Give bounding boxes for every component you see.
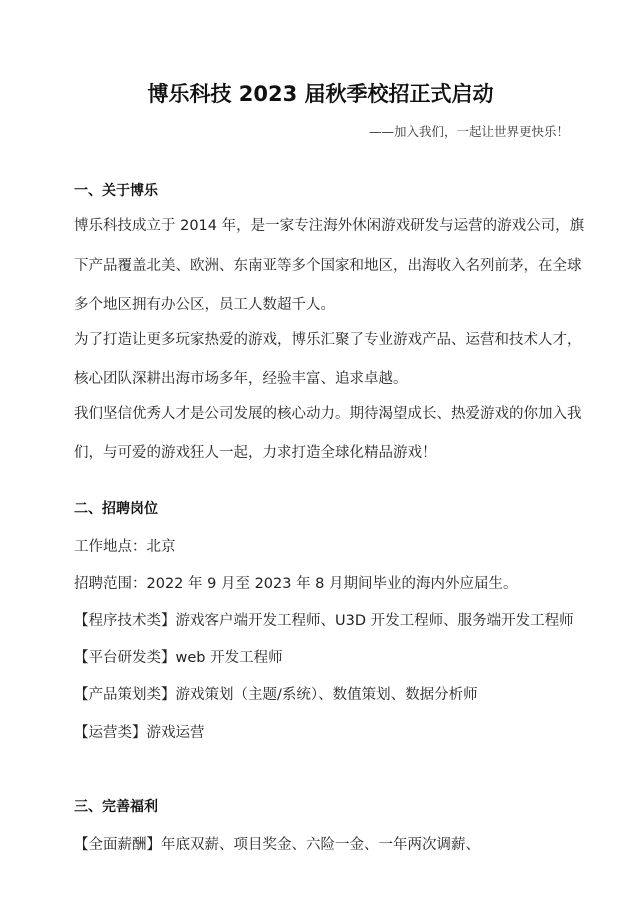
recruit-scope: 招聘范围：2022 年 9 月至 2023 年 8 月期间毕业的海内外应届生。 <box>74 576 518 592</box>
paragraph-line: 们，与可爱的游戏狂人一起，力求打造全球化精品游戏！ <box>74 445 437 461</box>
paragraph-line: 多个地区拥有办公区，员工人数超千人。 <box>74 297 335 313</box>
section-heading-benefits: 三、完善福利 <box>74 799 158 815</box>
paragraph-line: 下产品覆盖北美、欧洲、东南亚等多个国家和地区，出海收入名列前茅，在全球 <box>74 258 582 274</box>
paragraph-line: 博乐科技成立于 2014 年，是一家专注海外休闲游戏研发与运营的游戏公司，旗 <box>74 218 585 234</box>
page-subtitle: ——加入我们，一起让世界更快乐！ <box>368 124 569 139</box>
section-heading-about: 一、关于博乐 <box>74 183 158 199</box>
position-category: 【产品策划类】游戏策划（主题/系统）、数值策划、数据分析师 <box>74 687 478 703</box>
section-heading-positions: 二、招聘岗位 <box>74 501 158 517</box>
benefit-line: 【全面薪酬】年底双薪、项目奖金、六险一金、一年两次调薪、 <box>74 837 480 853</box>
page-title: 博乐科技 2023 届秋季校招正式启动 <box>147 82 494 106</box>
paragraph-line: 为了打造让更多玩家热爱的游戏，博乐汇聚了专业游戏产品、运营和技术人才， <box>74 332 582 348</box>
position-category: 【程序技术类】游戏客户端开发工程师、U3D 开发工程师、服务端开发工程师 <box>74 613 574 629</box>
paragraph-line: 核心团队深耕出海市场多年，经验丰富、追求卓越。 <box>74 371 408 387</box>
paragraph-line: 我们坚信优秀人才是公司发展的核心动力。期待渴望成长、热爱游戏的你加入我 <box>74 406 582 422</box>
position-category: 【平台研发类】web 开发工程师 <box>74 650 283 666</box>
position-category: 【运营类】游戏运营 <box>74 725 205 741</box>
work-location: 工作地点：北京 <box>74 539 176 555</box>
